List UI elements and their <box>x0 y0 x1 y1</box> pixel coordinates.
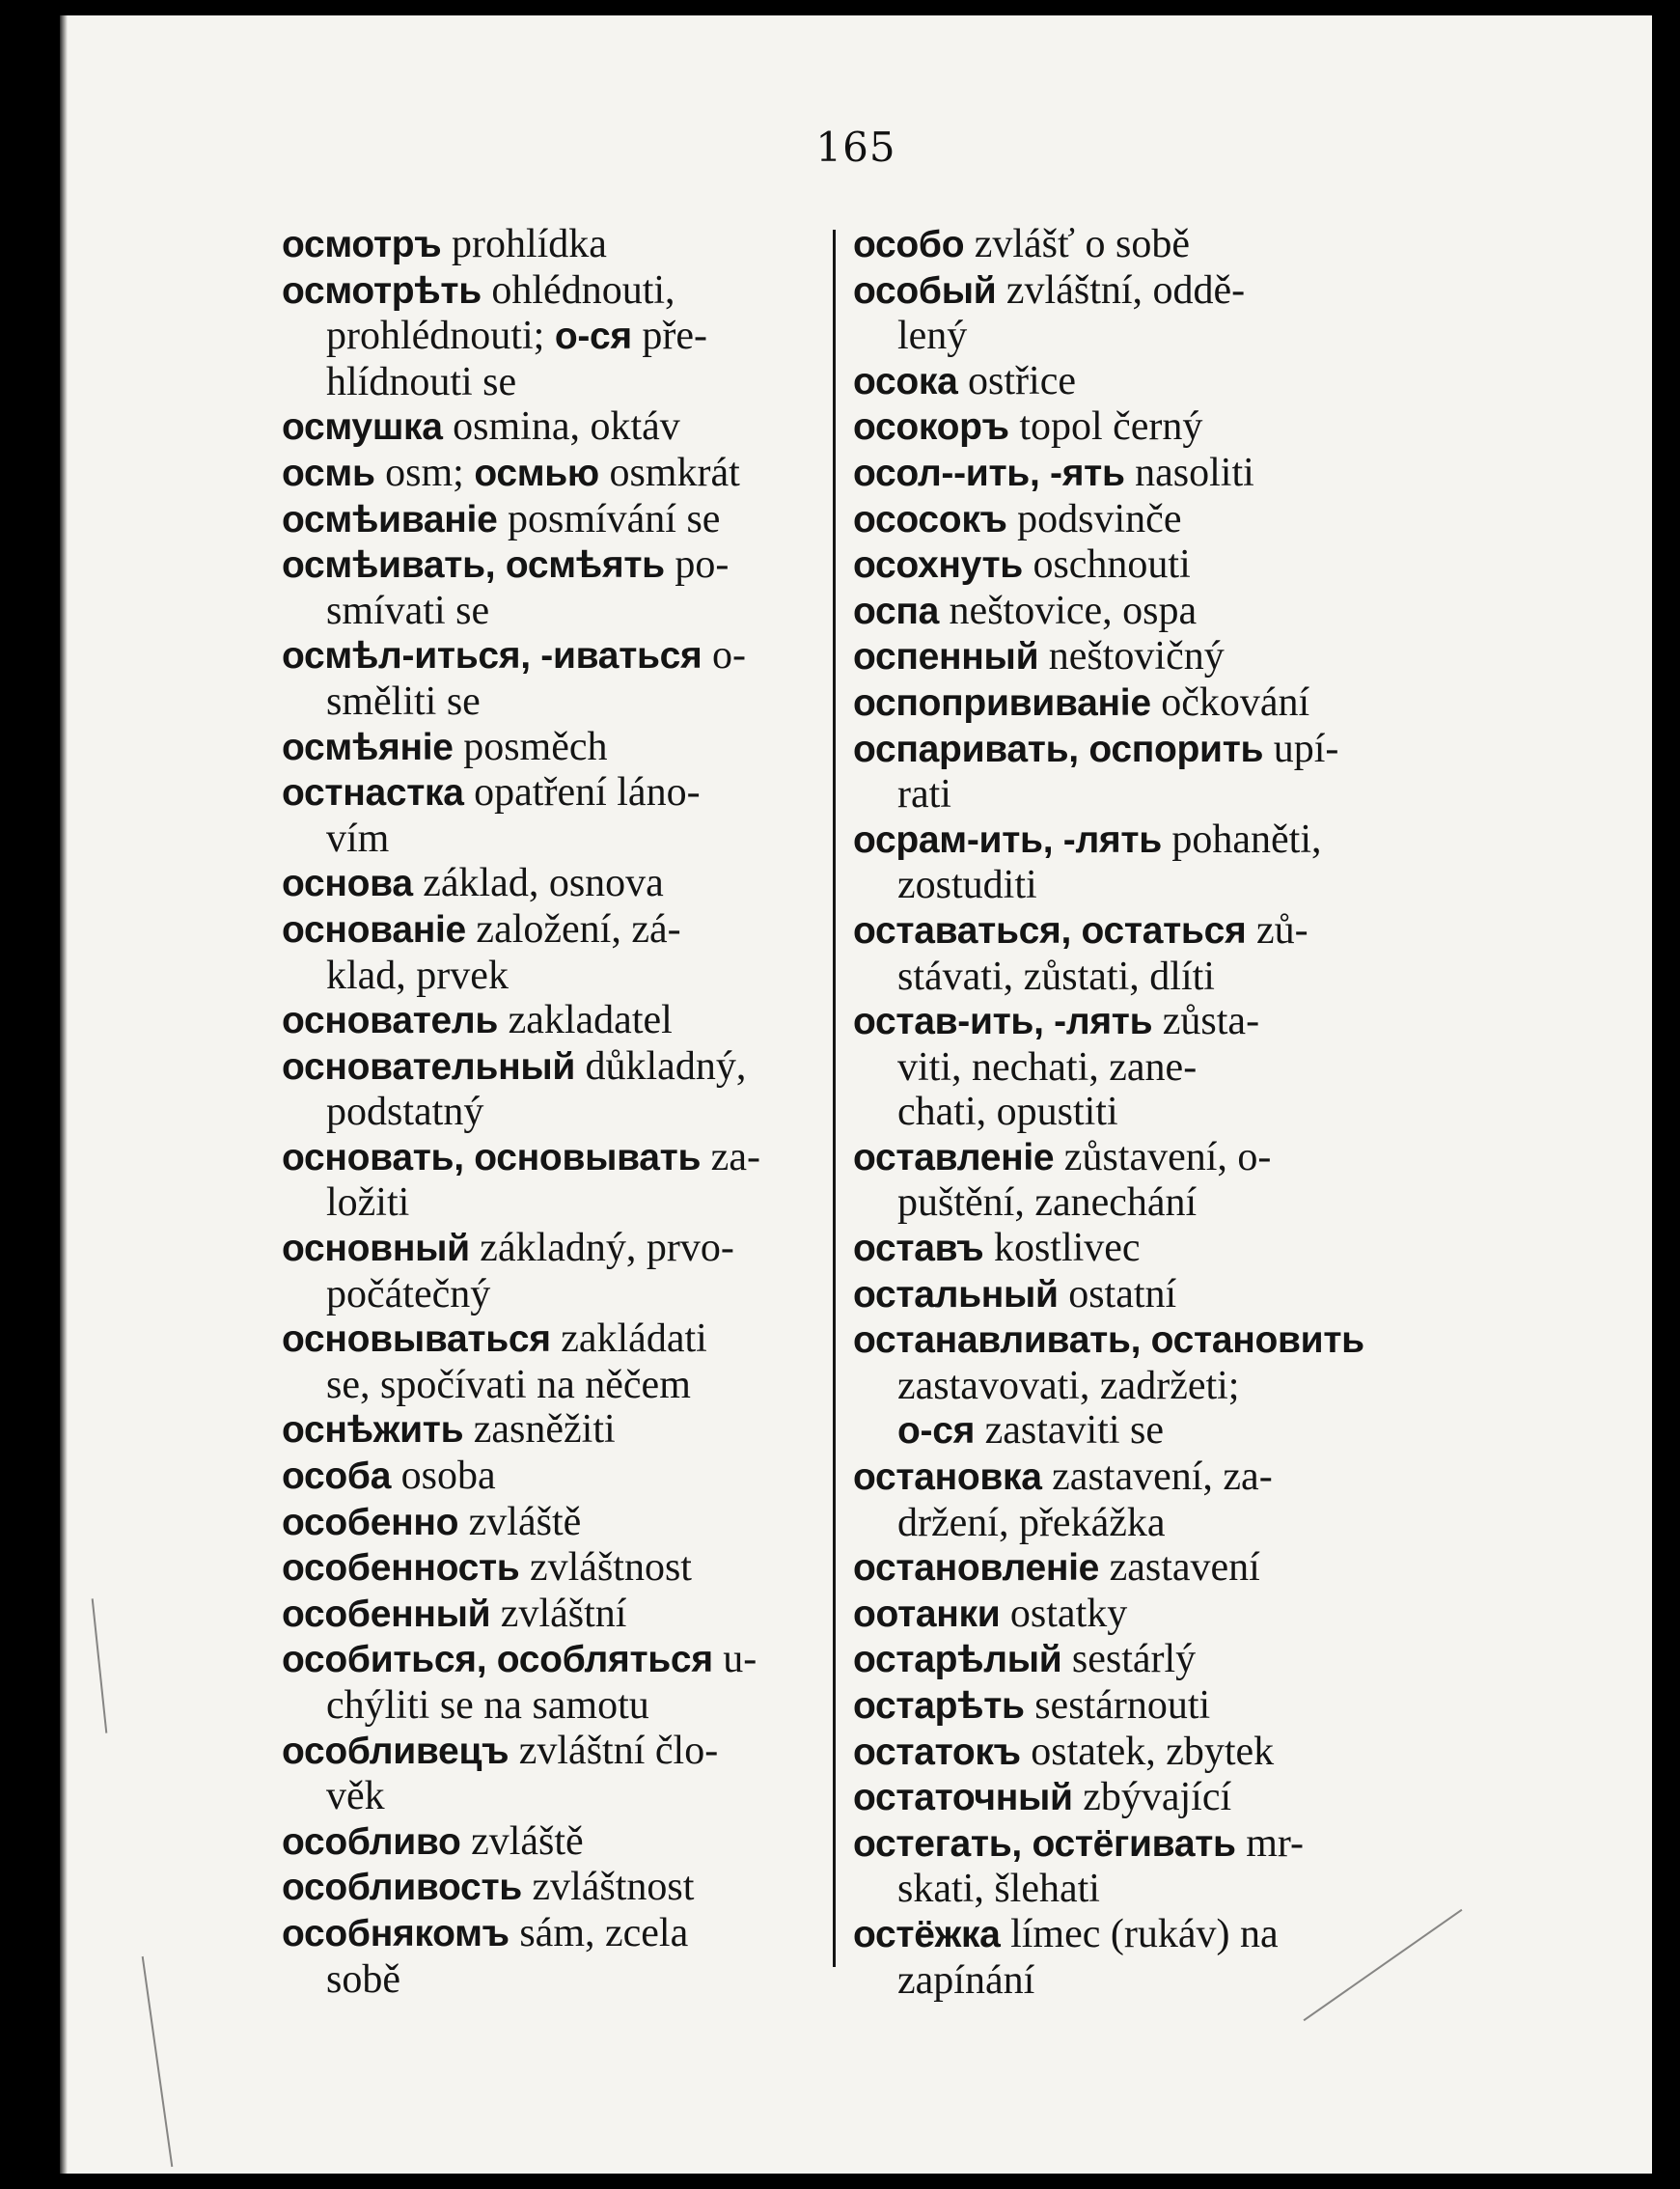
translation: osmkrát <box>598 450 740 495</box>
translation: mr- <box>1235 1820 1305 1866</box>
translation: sestárnouti <box>1024 1683 1211 1728</box>
entry-line <box>853 1592 1413 1638</box>
headword: особенно <box>282 1501 459 1543</box>
translation: zvláštnost <box>519 1545 692 1591</box>
entry-line <box>853 404 1413 451</box>
entry-line <box>282 497 841 543</box>
headword: оспенный <box>853 636 1039 679</box>
dictionary-entry <box>282 1407 841 1454</box>
entry-line <box>853 1545 1413 1592</box>
entry-continuation-line <box>853 1180 1413 1226</box>
dictionary-entry <box>282 1911 841 2002</box>
dictionary-entry <box>853 908 1413 999</box>
translation: pohaněti, <box>1161 817 1322 862</box>
headword: остав-ить, -лять <box>853 1001 1153 1043</box>
translation: zapínání <box>897 1957 1035 2003</box>
entry-line <box>853 1135 1413 1181</box>
translation: zvláště <box>458 1499 582 1544</box>
scan-scratch <box>142 1956 174 2167</box>
entry-line <box>282 725 841 771</box>
entry-line <box>282 1407 841 1454</box>
translation: kostlivec <box>983 1226 1141 1271</box>
entry-continuation-line <box>853 772 1413 817</box>
entry-line <box>853 1775 1413 1821</box>
entry-line <box>282 907 841 954</box>
translation: neštovičný <box>1038 634 1225 679</box>
headword: о-ся <box>554 316 632 358</box>
translation: zostuditi <box>897 863 1037 908</box>
translation: prohlídka <box>441 222 607 266</box>
dictionary-entry <box>282 907 841 998</box>
headword: осмѣивать, осмѣять <box>282 544 665 587</box>
translation: nasoliti <box>1124 450 1254 495</box>
entry-line <box>853 542 1413 589</box>
entry-continuation-line <box>282 314 841 360</box>
dictionary-entry <box>853 1135 1413 1226</box>
dictionary-entry <box>282 1729 841 1819</box>
entry-continuation-line <box>853 1501 1413 1546</box>
dictionary-entry <box>853 1226 1413 1272</box>
entry-continuation-line <box>853 1867 1413 1912</box>
translation: zbývající <box>1072 1775 1232 1820</box>
translation: o- <box>702 633 747 679</box>
translation: ložiti <box>326 1180 410 1226</box>
entry-continuation-line <box>853 955 1413 1000</box>
headword: основанiе <box>282 908 466 951</box>
translation: zů- <box>1246 907 1308 953</box>
entry-continuation-line <box>282 1957 841 2003</box>
dictionary-entry <box>282 1592 841 1638</box>
headword: особнякомъ <box>282 1912 510 1954</box>
translation: klad, prvek <box>326 953 509 998</box>
entry-continuation-line <box>282 1272 841 1317</box>
headword: оснѣжить <box>282 1409 464 1452</box>
translation: smívati se <box>326 588 490 633</box>
dictionary-entry <box>853 222 1413 268</box>
translation: po- <box>664 542 730 588</box>
entry-line <box>282 451 841 497</box>
entry-line <box>282 1454 841 1500</box>
entry-line <box>282 861 841 907</box>
dictionary-entry <box>282 998 841 1044</box>
entry-line <box>853 359 1413 405</box>
entry-continuation-line <box>282 679 841 725</box>
headword: основный <box>282 1228 470 1270</box>
translation: zůstavení, o- <box>1054 1134 1272 1179</box>
entry-continuation-line <box>853 1045 1413 1091</box>
translation: zastavení <box>1099 1545 1260 1591</box>
headword: особенность <box>282 1547 520 1590</box>
headword: основа <box>282 863 413 905</box>
translation: chati, opustiti <box>897 1090 1118 1135</box>
entry-line <box>853 451 1413 497</box>
headword: остнастка <box>282 772 464 815</box>
translation: základ, osnova <box>412 861 664 906</box>
headword: осмѣянiе <box>282 726 454 768</box>
headword: осмь <box>282 452 375 494</box>
dictionary-entry <box>853 1730 1413 1776</box>
translation: zvláštnost <box>521 1865 695 1910</box>
headword: остарѣлый <box>853 1639 1062 1681</box>
dictionary-entry <box>853 1272 1413 1318</box>
dictionary-entry <box>853 680 1413 727</box>
translation: ohlédnouti, <box>481 267 675 313</box>
dictionary-entry <box>853 1455 1413 1545</box>
dictionary-entry <box>853 359 1413 405</box>
translation: zastavovati, zadržeti; <box>897 1363 1240 1408</box>
entry-continuation-line <box>282 1090 841 1135</box>
entry-line <box>853 1272 1413 1318</box>
translation: zakládati <box>550 1316 707 1362</box>
translation: osmina, oktáv <box>442 404 680 450</box>
translation: věk <box>326 1774 385 1819</box>
entry-continuation-line <box>853 1408 1413 1455</box>
translation: zastaviti se <box>975 1408 1164 1454</box>
headword: основатель <box>282 1000 499 1042</box>
headword: осмотрѣть <box>282 269 482 312</box>
dictionary-entry <box>282 1226 841 1316</box>
dictionary-entry <box>853 1683 1413 1730</box>
entry-continuation-line <box>282 360 841 405</box>
entry-continuation-line <box>853 314 1413 359</box>
entry-line <box>282 633 841 679</box>
headword: осока <box>853 360 958 402</box>
headword: особиться, особляться <box>282 1639 713 1681</box>
entry-line <box>853 1730 1413 1776</box>
entry-line <box>282 222 841 268</box>
translation: podsvinče <box>1006 496 1182 541</box>
translation: zasněžiti <box>463 1407 616 1453</box>
dictionary-entry <box>853 1821 1413 1912</box>
entry-line <box>282 1044 841 1091</box>
dictionary-entry <box>282 725 841 771</box>
page-number: 165 <box>815 124 896 171</box>
dictionary-entry <box>853 817 1413 908</box>
entry-line <box>282 1316 841 1363</box>
left-column <box>282 222 841 2002</box>
headword: ососокъ <box>853 498 1007 540</box>
translation: posmívání se <box>497 496 721 541</box>
translation: zakladatel <box>498 998 673 1043</box>
entry-line <box>282 1226 841 1272</box>
headword: осмушка <box>282 406 443 449</box>
headword: остатокъ <box>853 1731 1021 1773</box>
translation: se, spočívati na něčem <box>326 1362 691 1407</box>
dictionary-entry <box>853 404 1413 451</box>
headword: особливецъ <box>282 1730 510 1772</box>
headword: осмѣиванiе <box>282 498 498 540</box>
translation: očkování <box>1150 679 1310 725</box>
translation: ostatní <box>1058 1271 1177 1316</box>
headword: основательный <box>282 1045 576 1088</box>
translation: základný, prvo- <box>469 1226 734 1271</box>
entry-continuation-line <box>853 1364 1413 1409</box>
dictionary-entry <box>282 861 841 907</box>
dictionary-entry <box>282 404 841 451</box>
translation: puštění, zanechání <box>897 1180 1198 1226</box>
entry-line <box>853 908 1413 955</box>
entry-line <box>282 542 841 589</box>
dictionary-entry <box>853 1317 1413 1455</box>
headword: о-ся <box>897 1410 976 1453</box>
translation: rati <box>897 772 951 817</box>
dictionary-entry <box>282 1135 841 1226</box>
translation: zastavení, za- <box>1041 1455 1273 1500</box>
headword: остаточный <box>853 1777 1073 1819</box>
translation: vím <box>326 816 390 861</box>
entry-continuation-line <box>282 589 841 634</box>
entry-line <box>853 497 1413 543</box>
headword: осокоръ <box>853 406 1009 449</box>
headword: особенный <box>282 1593 491 1635</box>
entry-line <box>853 1637 1413 1683</box>
entry-line <box>853 222 1413 268</box>
entry-line <box>282 770 841 817</box>
translation: podstatný <box>326 1090 484 1135</box>
entry-line <box>853 727 1413 773</box>
entry-line <box>853 1683 1413 1730</box>
translation: zvláště <box>460 1818 584 1864</box>
translation: směliti se <box>326 679 481 724</box>
dictionary-entry <box>853 1637 1413 1683</box>
translation: zvláštní <box>490 1591 627 1636</box>
translation: za- <box>701 1134 760 1179</box>
headword: осмью <box>474 452 599 494</box>
headword: остегать, остёгивать <box>853 1822 1236 1865</box>
dictionary-entry <box>853 497 1413 543</box>
dictionary-entry <box>853 1912 1413 2003</box>
translation: osm; <box>374 450 475 495</box>
translation: viti, nechati, zane- <box>897 1044 1198 1090</box>
translation: zůsta- <box>1152 999 1260 1044</box>
headword: остёжка <box>853 1913 1001 1955</box>
dictionary-entry <box>853 1592 1413 1638</box>
entry-continuation-line <box>282 817 841 862</box>
entry-line <box>853 817 1413 864</box>
headword: остановленiе <box>853 1547 1100 1590</box>
dictionary-entry <box>853 634 1413 680</box>
entry-line <box>282 1911 841 1957</box>
headword: останавливать, остановить <box>853 1319 1364 1362</box>
translation: oschnouti <box>1022 542 1191 588</box>
translation: skati, šlehati <box>897 1867 1100 1912</box>
dictionary-entry <box>853 589 1413 635</box>
dictionary-entry <box>282 542 841 633</box>
headword: особа <box>282 1455 392 1498</box>
headword: остановка <box>853 1456 1042 1499</box>
dictionary-entry <box>282 451 841 497</box>
entry-continuation-line <box>853 1090 1413 1135</box>
dictionary-entry <box>282 497 841 543</box>
translation: hlídnouti se <box>326 359 517 404</box>
translation: lený <box>897 314 968 359</box>
entry-line <box>282 1592 841 1638</box>
right-column <box>853 222 1413 2003</box>
entry-line <box>282 1729 841 1775</box>
dictionary-entry <box>282 1044 841 1135</box>
dictionary-entry <box>853 451 1413 497</box>
dictionary-entry <box>282 1454 841 1500</box>
dictionary-entry <box>853 268 1413 359</box>
translation: držení, překážka <box>897 1500 1166 1545</box>
translation: upí- <box>1263 726 1339 771</box>
entry-line <box>282 1819 841 1866</box>
entry-line <box>853 1821 1413 1868</box>
entry-line <box>853 1317 1413 1364</box>
scan-scratch <box>92 1598 108 1732</box>
headword: осохнуть <box>853 544 1023 587</box>
translation: opatření láno- <box>463 770 701 816</box>
translation: stávati, zůstati, dlíti <box>897 954 1215 999</box>
translation: ostatky <box>1000 1591 1128 1636</box>
dictionary-entry <box>853 999 1413 1135</box>
entry-continuation-line <box>282 1774 841 1819</box>
translation: u- <box>712 1637 757 1682</box>
dictionary-entry <box>853 1545 1413 1592</box>
dictionary-entry <box>282 770 841 861</box>
dictionary-entry <box>282 1865 841 1911</box>
headword: оспа <box>853 590 940 632</box>
dictionary-entry <box>282 1819 841 1866</box>
entry-continuation-line <box>282 954 841 999</box>
headword: особливо <box>282 1820 461 1863</box>
entry-continuation-line <box>853 863 1413 908</box>
dictionary-entry <box>282 1316 841 1407</box>
translation: počátečný <box>326 1271 491 1316</box>
translation: založení, zá- <box>465 906 681 952</box>
entry-line <box>282 268 841 315</box>
entry-line <box>282 1637 841 1683</box>
headword: оспопрививанiе <box>853 681 1151 724</box>
translation: sobě <box>326 1956 400 2002</box>
translation: neštovice, ospa <box>939 588 1198 633</box>
translation: topol černý <box>1008 404 1203 450</box>
entry-line <box>853 268 1413 315</box>
dictionary-entry <box>282 633 841 724</box>
headword: оставаться, остаться <box>853 909 1247 952</box>
translation: chýliti se na samotu <box>326 1683 649 1728</box>
dictionary-page <box>60 15 1652 2174</box>
translation: zvláštní, oddě- <box>996 267 1246 313</box>
translation: pře- <box>631 314 707 359</box>
dictionary-entry <box>282 1500 841 1546</box>
headword: остальный <box>853 1273 1059 1316</box>
headword: осмѣл-иться, -иваться <box>282 635 702 678</box>
headword: особый <box>853 269 997 312</box>
entry-line <box>853 1912 1413 1958</box>
entry-continuation-line <box>282 1180 841 1226</box>
headword: основать, основывать <box>282 1136 702 1178</box>
dictionary-entry <box>853 1775 1413 1821</box>
entry-line <box>282 1545 841 1592</box>
headword: особо <box>853 224 965 265</box>
entry-line <box>853 1455 1413 1501</box>
entry-line <box>282 1135 841 1181</box>
headword: осол--ить, -ять <box>853 452 1125 494</box>
translation: sám, zcela <box>509 1910 689 1955</box>
translation: zvlášť o sobě <box>964 222 1190 266</box>
entry-line <box>853 634 1413 680</box>
translation: ostřice <box>957 358 1076 403</box>
entry-line <box>282 998 841 1044</box>
headword: остарѣть <box>853 1685 1025 1727</box>
entry-line <box>282 1865 841 1911</box>
dictionary-entry <box>282 1637 841 1728</box>
translation: límec (rukáv) na <box>1000 1911 1279 1956</box>
dictionary-entry <box>282 1545 841 1592</box>
translation: prohlédnouti; <box>326 314 555 359</box>
headword: оставленiе <box>853 1136 1055 1178</box>
entry-line <box>853 999 1413 1045</box>
dictionary-entry <box>853 542 1413 589</box>
entry-line <box>853 680 1413 727</box>
headword: осмотръ <box>282 224 442 265</box>
entry-continuation-line <box>282 1363 841 1408</box>
column-divider <box>833 230 836 1967</box>
translation: posměch <box>453 724 608 769</box>
headword: оотанки <box>853 1593 1001 1635</box>
entry-line <box>853 1226 1413 1272</box>
translation: zvláštní člo- <box>509 1728 719 1773</box>
translation: ostatek, zbytek <box>1020 1729 1275 1774</box>
dictionary-entry <box>853 727 1413 817</box>
headword: основываться <box>282 1318 551 1361</box>
entry-continuation-line <box>282 1683 841 1729</box>
entry-continuation-line <box>853 1958 1413 2004</box>
headword: оспаривать, оспорить <box>853 728 1264 770</box>
entry-line <box>282 404 841 451</box>
entry-line <box>282 1500 841 1546</box>
headword: осрам-ить, -лять <box>853 818 1162 861</box>
translation: důkladný, <box>575 1043 747 1089</box>
dictionary-entry <box>282 268 841 405</box>
headword: особливость <box>282 1867 522 1909</box>
translation: sestárlý <box>1061 1637 1197 1682</box>
dictionary-entry <box>282 222 841 268</box>
translation: osoba <box>391 1454 496 1499</box>
headword: оставъ <box>853 1228 984 1270</box>
entry-line <box>853 589 1413 635</box>
page-edge-shadow <box>60 15 68 2174</box>
